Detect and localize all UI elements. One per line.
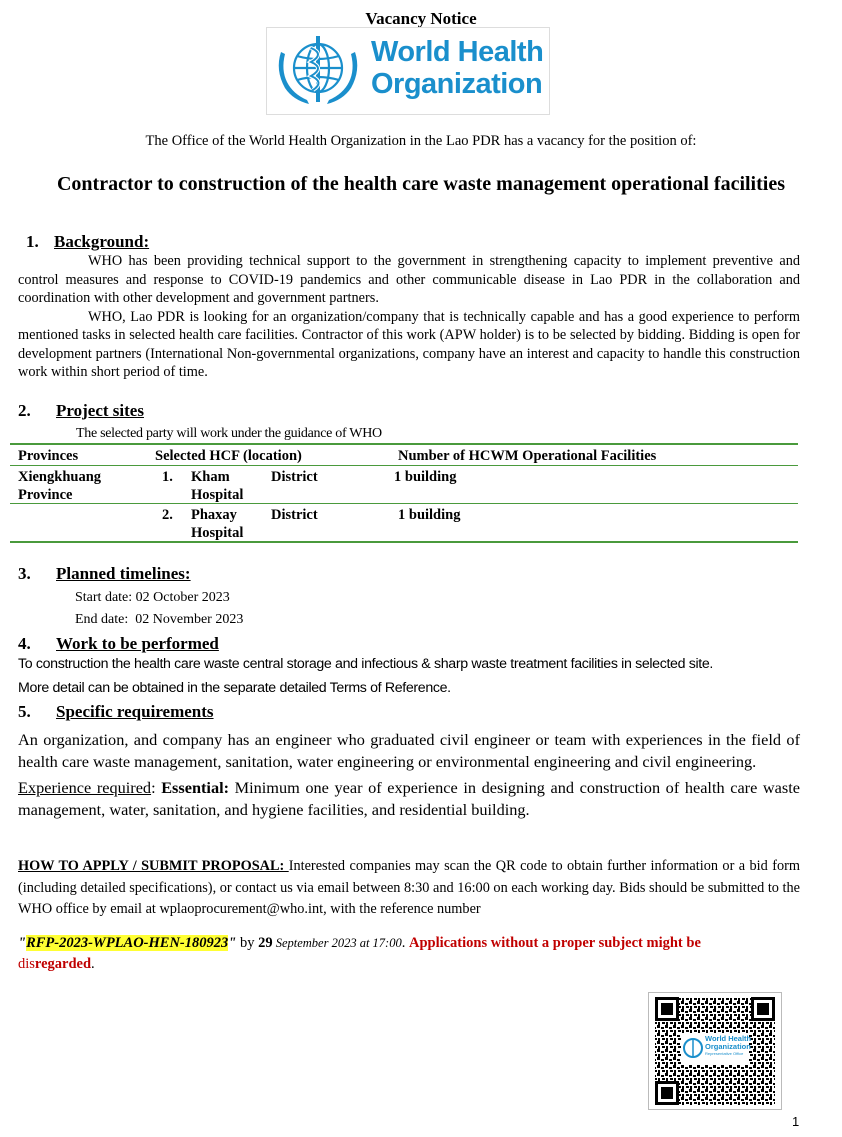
page-number: 1 [792, 1114, 800, 1129]
warning-text: Applications without a proper subject might be [408, 935, 701, 951]
table-row-1-hcf-type: District [271, 469, 318, 485]
deadline-text: September 2023 at 17:00 [272, 936, 402, 950]
essential-label: Essential: [161, 778, 230, 797]
work-description: To construction the health care waste central storage and infectious & sharp waste treatment facilities in selected site. [18, 656, 713, 672]
table-row-1-index: 1. [162, 469, 173, 485]
logo-text-line1: World Health [371, 36, 544, 68]
experience-text: Minimum one year of experience in designing and construction of health care waste management, water, sanitation, and hygiene facilities, and residential building. [18, 778, 800, 819]
logo-text-line2: Organization [371, 68, 543, 100]
section-project-sites-heading [18, 401, 318, 423]
table-header-hcf: Selected HCF (location) [155, 448, 302, 464]
requirements-text [18, 729, 800, 820]
section-label: Background: [54, 232, 150, 251]
table-bottom-rule [10, 541, 798, 543]
section-label: Work to be performed [56, 634, 219, 653]
quote-close: " [228, 935, 237, 951]
reference-line [18, 933, 818, 975]
section-number: 4. [18, 634, 31, 653]
apply-heading: HOW TO APPLY / SUBMIT PROPOSAL: [18, 858, 289, 874]
table-row-2-hcf-type: District [271, 507, 318, 523]
section-label: Specific requirements [56, 702, 214, 721]
table-row-2-hcf-name: Phaxay [191, 507, 237, 523]
table-row-1-hcf-line2: Hospital [191, 487, 244, 503]
reference-number: RFP-2023-WPLAO-HEN-180923 [26, 935, 229, 951]
section-background-heading [26, 232, 326, 254]
qr-code[interactable] [648, 992, 782, 1110]
experience-paragraph [18, 777, 800, 820]
table-row-2-index: 2. [162, 507, 173, 523]
qr-logo-line: Organization [705, 1042, 751, 1051]
apply-text: Interested companies may scan the QR code to obtain further information or a bid form (including detailed specifications), or contact us via email between 8:30 and 16:00 on each working day. Bids should be submitted to the WHO office by email at wplaoprocurement@who.int, with the reference number [18, 858, 801, 917]
background-paragraphs [18, 252, 800, 382]
who-emblem-icon [271, 32, 365, 110]
qr-logo-line: Representative Office [705, 1051, 744, 1056]
section-number: 5. [18, 702, 31, 721]
experience-label: Experience required [18, 778, 152, 797]
section-label: Planned timelines: [56, 564, 191, 583]
requirements-paragraph: An organization, and company has an engineer who graduated civil engineer or team with experiences in the field of health care waste management, sanitation, water engineering or environmental engineering and civil engineering. [18, 730, 800, 771]
warning-dis: dis [18, 956, 35, 972]
quote-open: " [18, 935, 27, 951]
who-logo [266, 27, 550, 115]
qr-logo-text [705, 1035, 751, 1056]
how-to-apply [18, 856, 800, 921]
table-top-rule [10, 443, 798, 445]
table-row-1-count: 1 building [394, 469, 457, 485]
section-requirements-heading [18, 702, 318, 724]
end-date: End date: 02 November 2023 [75, 612, 244, 627]
table-row-2-count: 1 building [398, 507, 461, 523]
qr-logo-line: World Health [705, 1034, 752, 1043]
background-paragraph-1: WHO has been providing technical support to the government in strengthening capacity to implement preventive and control measures and response to COVID-19 pandemics and other communicable disease in Lao PDR in the collaboration and coordination with other development and government partners. [18, 253, 800, 306]
table-row-1-hcf-name: Kham [191, 469, 230, 485]
project-sites-note: The selected party will work under the guidance of WHO [76, 426, 382, 441]
notice-title: Vacancy Notice [365, 9, 477, 28]
table-row-2-hcf-line2: Hospital [191, 525, 244, 541]
deadline-dot: . [401, 935, 409, 951]
section-number: 3. [18, 564, 31, 583]
section-timelines-heading [18, 564, 318, 586]
table-header-count: Number of HCWM Operational Facilities [398, 448, 657, 464]
section-number: 1. [26, 232, 39, 251]
background-paragraph-2: WHO, Lao PDR is looking for an organization/company that is technically capable and has a good experience to perform mentioned tasks in selected health care facilities. Contractor of this work (APW holder) is to be selected by bidding. Bidding is open for development partners (International Non-governmental organizations, company have an interest and capacity to handle this construction work within short period of time. [18, 308, 800, 380]
start-date: Start date: 02 October 2023 [75, 590, 230, 605]
deadline-day: 29 [258, 935, 273, 951]
final-dot: . [91, 956, 95, 972]
table-row-1-province [18, 468, 101, 504]
section-number: 2. [18, 401, 31, 420]
table-header-provinces: Provinces [18, 448, 79, 464]
province-line: Xiengkhuang [18, 469, 102, 485]
table-header-rule [10, 465, 798, 466]
section-work-heading [18, 634, 318, 656]
by-text: by [236, 935, 259, 951]
table-row-rule [10, 503, 798, 504]
work-tor-note: More detail can be obtained in the separate detailed Terms of Reference. [18, 680, 451, 696]
section-label: Project sites [56, 401, 144, 420]
experience-colon: : [151, 778, 162, 797]
province-line: Province [18, 487, 73, 503]
warning-end: regarded [34, 956, 92, 972]
intro-text: The Office of the World Health Organization in the Lao PDR has a vacancy for the position of: [145, 133, 697, 149]
position-title: Contractor to construction of the health care waste management operational facilities [56, 173, 785, 195]
